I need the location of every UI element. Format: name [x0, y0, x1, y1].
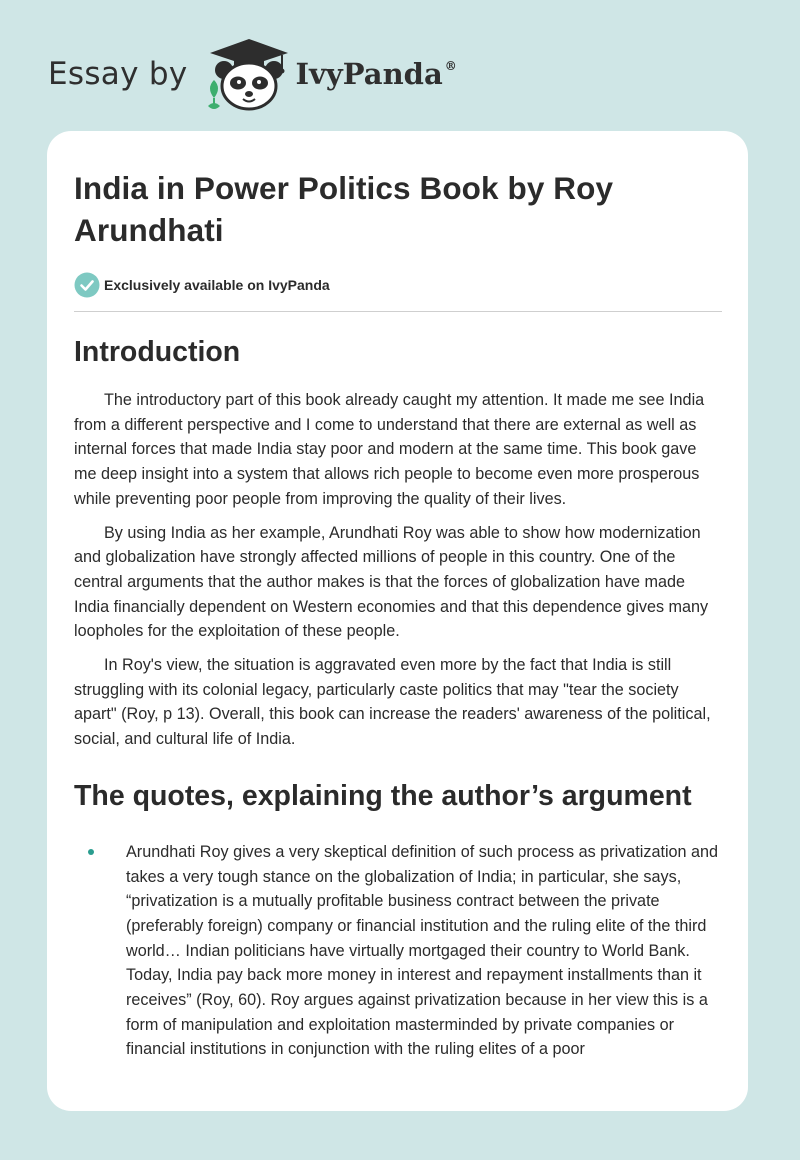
- paragraph: By using India as her example, Arundhati Roy was able to show how modernization and globalization have strongly affected millions of people in this country. One of the central arguments that the author makes is that the forces of globalization have made India financially dependent on Western economies and that this dependence gives many loopholes for the exploitation of these people.: [74, 523, 709, 641]
- brand-name-text: IvyPanda: [295, 57, 443, 91]
- registered-mark: ®: [444, 59, 457, 73]
- panda-logo-icon[interactable]: [204, 36, 294, 112]
- exclusive-badge: [74, 272, 722, 298]
- check-circle-icon: [74, 272, 100, 298]
- site-header: [48, 34, 457, 114]
- paragraph: In Roy's view, the situation is aggravated even more by the fact that India is still struggling with its colonial legacy, particularly caste politics that may "tear the society apart" (Roy, p 13). Overall, this book can increase the readers' awareness of the political, social, and cultural life of India.: [74, 656, 711, 749]
- paragraph: The introductory part of this book already caught my attention. It made me see India from a different perspective and I come to understand that there are external as well as internal forces that made India stay poor and modern at the same time. This book gave me deep insight into a system that allows rich people to become even more prosperous while preventing poor people from improving the quality of their lives.: [74, 391, 705, 508]
- list-item: [74, 840, 722, 1062]
- section-heading-quotes: The quotes, explaining the author’s argument: [74, 779, 692, 812]
- quotes-list: [74, 840, 722, 1062]
- divider: [74, 311, 722, 312]
- brand-name[interactable]: [296, 57, 457, 91]
- essay-title: India in Power Politics Book by Roy Arundhati: [74, 170, 614, 248]
- badge-text: Exclusively available on IvyPanda: [104, 277, 330, 293]
- bullet-dot-icon: [88, 849, 94, 855]
- essay-by-label: Essay by: [48, 56, 188, 92]
- essay-card: [47, 131, 748, 1111]
- list-item-text: Arundhati Roy gives a very skeptical definition of such process as privatization and takes a very tough stance on the globalization of India; in particular, she says, “privatization is a mutually profitable business contract between the private (preferably foreign) company or financial institution and the ruling elite of the third world… Indian politicians have virtually mortgaged their country to World Bank. Today, India pay back more money in interest and repayment installments than it receives” (Roy, 60). Roy argues against privatization because in her view this is a form of manipulation and exploitation masterminded by private companies or financial institutions in conjunction with the ruling elites of a poor: [126, 842, 719, 1059]
- section-heading-introduction: Introduction: [74, 336, 241, 368]
